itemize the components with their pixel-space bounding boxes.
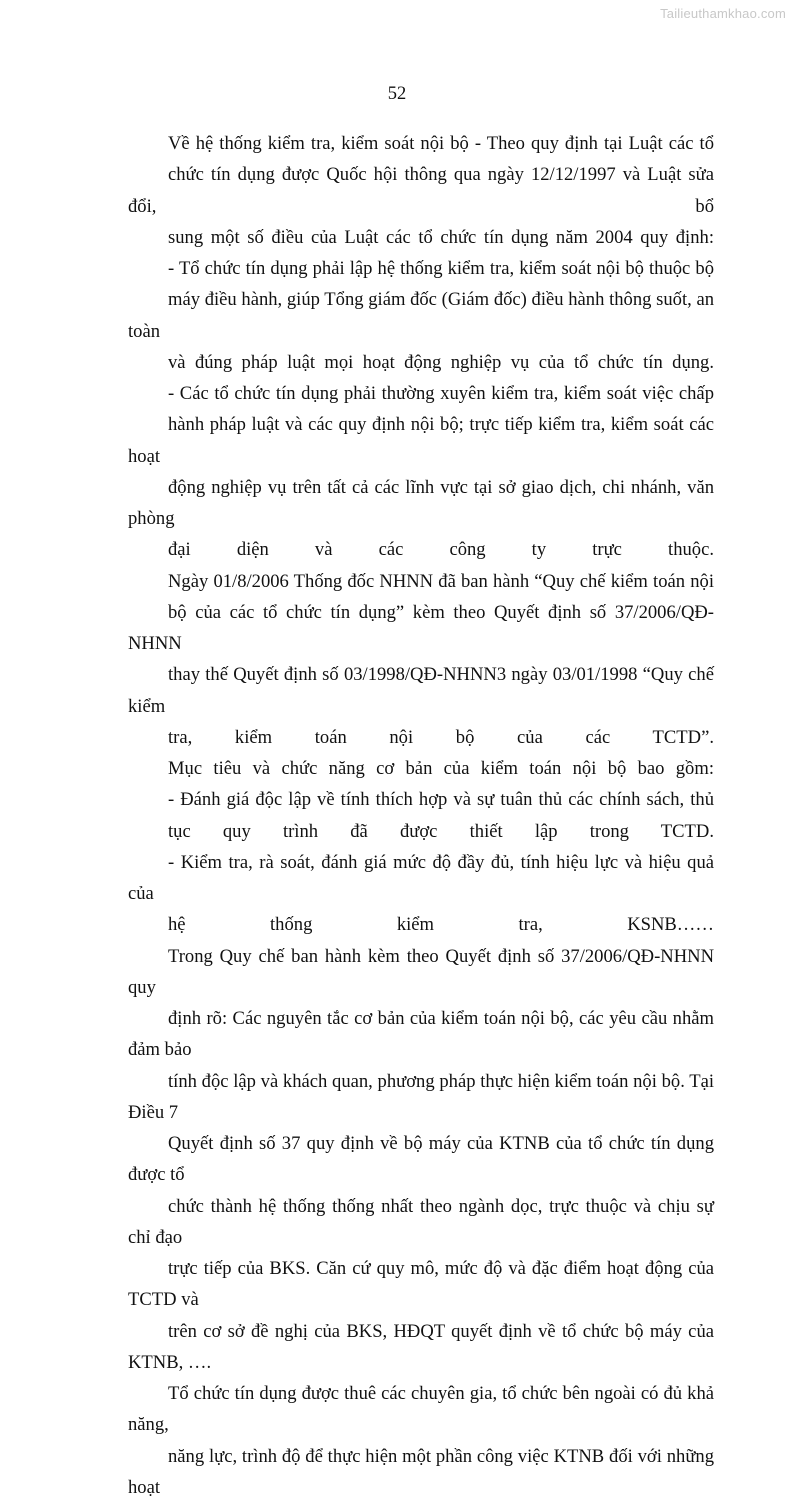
paragraph-internal-control-law bbox=[128, 128, 714, 253]
text-line: - Đánh giá độc lập về tính thích hợp và sự tuân thủ các chính sách, thủ bbox=[128, 784, 714, 815]
text-line: - Tổ chức tín dụng phải lập hệ thống kiểm tra, kiểm soát nội bộ thuộc bộ bbox=[128, 253, 714, 284]
text-line: chức tín dụng được Quốc hội thông qua ngày 12/12/1997 và Luật sửa đổi, bổ bbox=[128, 159, 714, 222]
text-line: Mục tiêu và chức năng cơ bản của kiểm toán nội bộ bao gồm: bbox=[128, 753, 714, 784]
text-line: thay thế Quyết định số 03/1998/QĐ-NHNN3 ngày 03/01/1998 “Quy chế kiểm bbox=[128, 659, 714, 722]
paragraph-bullet-review-evaluation bbox=[128, 847, 714, 941]
text-line: và đúng pháp luật mọi hoạt động nghiệp vụ của tổ chức tín dụng. bbox=[128, 347, 714, 378]
text-line: trên cơ sở đề nghị của BKS, HĐQT quyết định về tổ chức bộ máy của KTNB, …. bbox=[128, 1316, 714, 1379]
text-line: tục quy trình đã được thiết lập trong TCTD. bbox=[128, 816, 714, 847]
paragraph-audit-objectives bbox=[128, 753, 714, 784]
page-number: 52 bbox=[0, 84, 794, 105]
text-line: Trong Quy chế ban hành kèm theo Quyết định số 37/2006/QĐ-NHNN quy bbox=[128, 941, 714, 1004]
paragraph-bullet-regular-inspection bbox=[128, 378, 714, 566]
text-line: định rõ: Các nguyên tắc cơ bản của kiểm toán nội bộ, các yêu cầu nhằm đảm bảo bbox=[128, 1003, 714, 1066]
paragraph-regulation-details bbox=[128, 941, 714, 1503]
document-body bbox=[128, 128, 714, 1503]
text-line: - Kiểm tra, rà soát, đánh giá mức độ đầy đủ, tính hiệu lực và hiệu quả của bbox=[128, 847, 714, 910]
text-line: sung một số điều của Luật các tổ chức tín dụng năm 2004 quy định: bbox=[128, 222, 714, 253]
text-line: Quyết định số 37 quy định về bộ máy của KTNB của tổ chức tín dụng được tổ bbox=[128, 1128, 714, 1191]
text-line: - Các tổ chức tín dụng phải thường xuyên kiểm tra, kiểm soát việc chấp bbox=[128, 378, 714, 409]
text-line: máy điều hành, giúp Tổng giám đốc (Giám đốc) điều hành thông suốt, an toàn bbox=[128, 284, 714, 347]
text-line: năng lực, trình độ để thực hiện một phần công việc KTNB đối với những hoạt bbox=[128, 1441, 714, 1503]
text-line: đại diện và các công ty trực thuộc. bbox=[128, 534, 714, 565]
paragraph-audit-regulation bbox=[128, 566, 714, 754]
text-line: động nghiệp vụ trên tất cả các lĩnh vực tại sở giao dịch, chi nhánh, văn phòng bbox=[128, 472, 714, 535]
text-line: tính độc lập và khách quan, phương pháp thực hiện kiểm toán nội bộ. Tại Điều 7 bbox=[128, 1066, 714, 1129]
text-line: tra, kiểm toán nội bộ của các TCTD”. bbox=[128, 722, 714, 753]
text-line: trực tiếp của BKS. Căn cứ quy mô, mức độ và đặc điểm hoạt động của TCTD và bbox=[128, 1253, 714, 1316]
paragraph-bullet-independent-assessment bbox=[128, 784, 714, 847]
text-line: Về hệ thống kiểm tra, kiểm soát nội bộ - Theo quy định tại Luật các tổ bbox=[128, 128, 714, 159]
text-line: Ngày 01/8/2006 Thống đốc NHNN đã ban hành “Quy chế kiểm toán nội bbox=[128, 566, 714, 597]
paragraph-bullet-control-system bbox=[128, 253, 714, 378]
text-line: hệ thống kiểm tra, KSNB…… bbox=[128, 909, 714, 940]
text-line: chức thành hệ thống thống nhất theo ngành dọc, trực thuộc và chịu sự chỉ đạo bbox=[128, 1191, 714, 1254]
text-line: bộ của các tổ chức tín dụng” kèm theo Quyết định số 37/2006/QĐ-NHNN bbox=[128, 597, 714, 660]
watermark-text: Tailieuthamkhao.com bbox=[660, 6, 786, 21]
text-line: Tổ chức tín dụng được thuê các chuyên gia, tổ chức bên ngoài có đủ khả năng, bbox=[128, 1378, 714, 1441]
text-line: hành pháp luật và các quy định nội bộ; trực tiếp kiểm tra, kiểm soát các hoạt bbox=[128, 409, 714, 472]
